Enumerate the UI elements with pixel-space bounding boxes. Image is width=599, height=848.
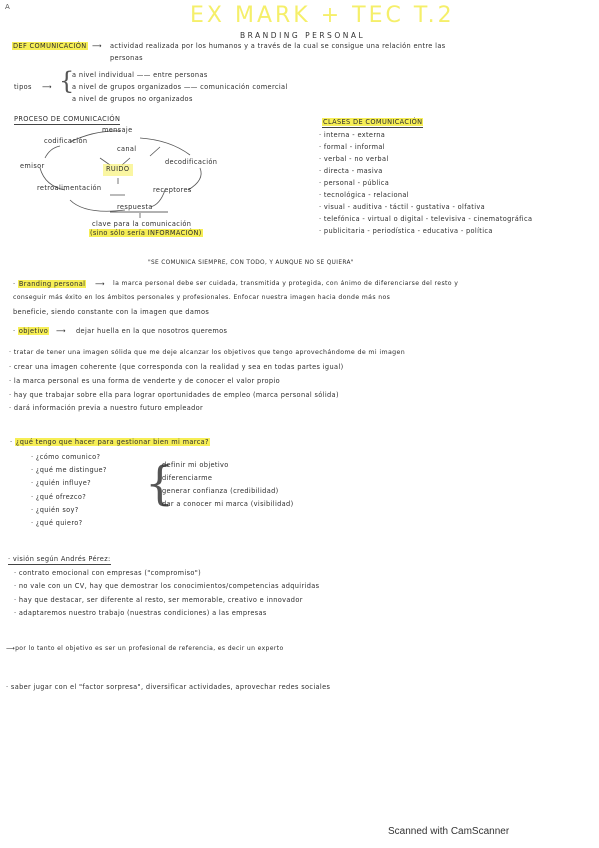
gestionar-question: · ¿qué tengo que hacer para gestionar bien mi marca? (10, 438, 209, 446)
clase-item: · visual - auditiva - táctil - gustativa - olfativa (319, 203, 486, 211)
branding-text: la marca personal debe ser cuidada, transmitida y protegida, con ánimo de diferenciarse del resto y (113, 280, 459, 287)
final-arrow-line: ⟶por lo tanto el objetivo es ser un profesional de referencia, es decir un experto (6, 645, 284, 652)
arrow-icon: ⟶ (92, 42, 102, 50)
tipo-item: a nivel de grupos no organizados (72, 95, 193, 103)
gestionar-answer: dar a conocer mi marca (visibilidad) (162, 500, 294, 508)
clase-item: · publicitaria - periodística - educativa - política (319, 227, 493, 235)
bullet-item: · tratar de tener una imagen sólida que me deje alcanzar los objetivos que tengo aprovechándome de mi imagen (9, 349, 406, 356)
node-emisor: emisor (20, 162, 45, 170)
node-decodificacion: decodificación (165, 158, 218, 166)
tipo-item: a nivel de grupos organizados —— comunicación comercial (72, 83, 288, 91)
gestionar-q-item: · ¿qué quiero? (31, 519, 83, 527)
arrow-icon: ⟶ (42, 83, 52, 91)
definition-text: actividad realizada por los humanos y a través de la cual se consigue una relación entre las (110, 42, 446, 50)
clase-item: · tecnológica - relacional (319, 191, 409, 199)
quote: "SE COMUNICA SIEMPRE, CON TODO, Y AUNQUE NO SE QUIERA" (148, 260, 354, 266)
vision-item: · no vale con un CV, hay que demostrar los conocimientos/competencias adquiridas (14, 582, 320, 590)
vision-heading: · visión según Andrés Pérez: (8, 555, 111, 563)
objetivo-text: dejar huella en la que nosotros queremos (76, 327, 228, 335)
node-canal: canal (117, 145, 137, 153)
node-receptores: receptores (153, 186, 192, 194)
gestionar-q-item: · ¿quién influye? (31, 479, 91, 487)
proceso-note-highlight: (sino sólo sería INFORMACIÓN) (90, 229, 202, 237)
tipos-label: tipos (14, 83, 32, 91)
definition-label: DEF COMUNICACIÓN (13, 42, 87, 50)
bullet-item: · hay que trabajar sobre ella para lograr oportunidades de empleo (marca personal sólida) (9, 391, 339, 399)
vision-item: · adaptaremos nuestro trabajo (nuestras condiciones) a las empresas (14, 609, 267, 617)
gestionar-q-item: · ¿quién soy? (31, 506, 79, 514)
arrow-icon: ⟶ (56, 327, 66, 335)
clase-item: · interna - externa (319, 131, 386, 139)
scanner-footer: Scanned with CamScanner (388, 826, 510, 837)
node-ruido: RUIDO (106, 165, 130, 173)
page-subtitle: BRANDING PERSONAL (240, 31, 366, 40)
clase-item: · formal - informal (319, 143, 385, 151)
node-mensaje: mensaje (102, 126, 133, 134)
bullet-item: · dará información previa a nuestro futuro empleador (9, 404, 204, 412)
page-title: EX MARK + TEC T.2 (190, 3, 455, 28)
branding-text: beneficie, siendo constante con la imagen que damos (13, 308, 210, 316)
bullet-item: · la marca personal es una forma de venderte y de conocer el valor propio (9, 377, 280, 385)
node-codificacion: codificación (44, 137, 88, 145)
clase-item: · telefónica - virtual o digital - televisiva - cinematográfica (319, 215, 533, 223)
gestionar-answer: definir mi objetivo (162, 461, 229, 469)
brace-icon: { (145, 456, 175, 510)
clase-item: · verbal - no verbal (319, 155, 389, 163)
brace-icon: { (59, 67, 75, 95)
arrow-icon: ⟶ (95, 280, 105, 288)
vision-item: · contrato emocional con empresas ("compromiso") (14, 569, 202, 577)
vision-item: · hay que destacar, ser diferente al resto, ser memorable, creativo e innovador (14, 596, 303, 604)
clases-heading: CLASES DE COMUNICACIÓN (323, 118, 423, 126)
branding-label: · Branding personal (13, 280, 86, 288)
tipo-item: a nivel individual —— entre personas (72, 71, 208, 79)
definition-text-cont: personas (110, 54, 143, 62)
gestionar-q-item: · ¿cómo comunico? (31, 453, 101, 461)
clase-item: · personal - pública (319, 179, 390, 187)
proceso-heading: PROCESO DE COMUNICACIÓN (14, 115, 121, 123)
node-retroalimentacion: retroalimentación (37, 184, 102, 192)
final-bullet-line: · saber jugar con el "factor sorpresa", diversificar actividades, aprovechar redes sociales (6, 683, 331, 691)
page-corner-mark: A (5, 3, 11, 11)
bullet-item: · crear una imagen coherente (que corresponda con la realidad y sea en todas partes igual) (9, 363, 344, 371)
gestionar-q-item: · ¿qué ofrezco? (31, 493, 87, 501)
gestionar-answer: generar confianza (credibilidad) (162, 487, 279, 495)
clase-item: · directa - masiva (319, 167, 383, 175)
gestionar-answer: diferenciarme (162, 474, 213, 482)
proceso-note: clave para la comunicación (92, 220, 192, 228)
node-respuesta: respuesta (117, 203, 153, 211)
objetivo-label: · objetivo (13, 327, 49, 335)
gestionar-q-item: · ¿qué me distingue? (31, 466, 107, 474)
branding-text: conseguir más éxito en los ámbitos personales y profesionales. Enfocar nuestra imagen hacia donde más nos (13, 294, 391, 301)
